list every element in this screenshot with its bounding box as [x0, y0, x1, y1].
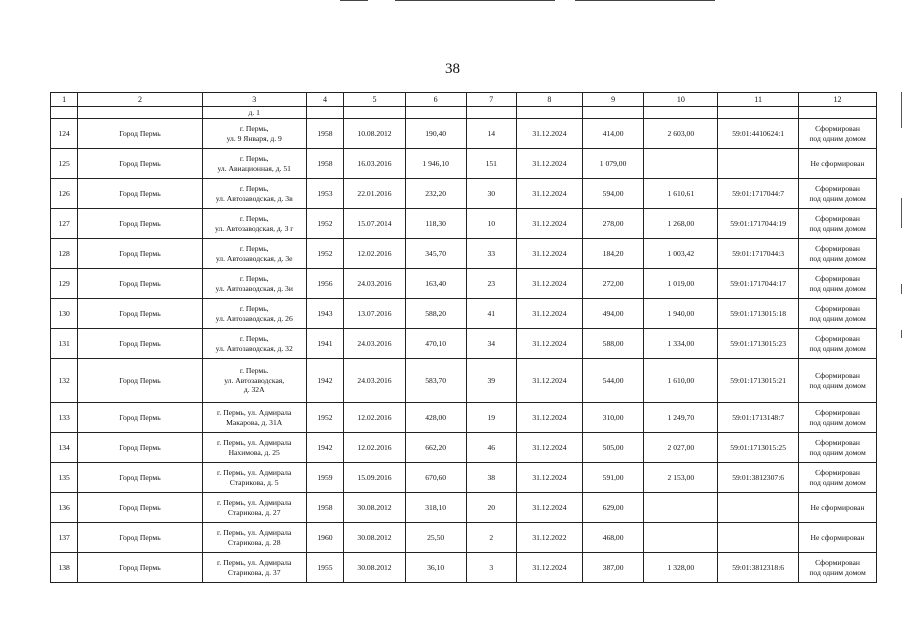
empty-cell	[644, 107, 718, 119]
status-line: Сформирован	[815, 244, 860, 253]
status-line: Не сформирован	[810, 158, 865, 168]
cadastral-number-cell: 59:01:1713148:7	[718, 403, 799, 433]
empty-cell	[582, 107, 644, 119]
municipality-cell: Город Пермь	[78, 269, 202, 299]
table-row	[51, 179, 877, 209]
area2-cell: 272,00	[582, 269, 644, 299]
deadline-cell: 31.12.2022	[517, 523, 583, 553]
municipality-cell: Город Пермь	[78, 239, 202, 269]
status-line: под одним домом	[809, 343, 866, 353]
empty-cell	[799, 107, 877, 119]
area2-cell: 468,00	[582, 523, 644, 553]
residents-cell: 10	[466, 209, 517, 239]
status-line: Сформирован	[815, 214, 860, 223]
address-line: ул. Авиационная, д. 51	[217, 163, 291, 173]
deadline-cell: 31.12.2024	[517, 359, 583, 403]
status-line: Сформирован	[815, 558, 860, 567]
table-row	[51, 523, 877, 553]
address-cell	[202, 329, 306, 359]
land-status-cell	[799, 179, 877, 209]
deadline-cell: 31.12.2024	[517, 329, 583, 359]
scan-edge-line	[575, 0, 715, 1]
row-number: 129	[51, 269, 78, 299]
column-number: 10	[644, 93, 718, 107]
empty-cell	[306, 107, 343, 119]
deadline-cell: 31.12.2024	[517, 149, 583, 179]
status-line: под одним домом	[809, 253, 866, 263]
address-cell	[202, 179, 306, 209]
municipality-cell: Город Пермь	[78, 523, 202, 553]
table-row	[51, 403, 877, 433]
row-number: 131	[51, 329, 78, 359]
area2-cell: 414,00	[582, 119, 644, 149]
area-cell: 662,20	[405, 433, 466, 463]
area2-cell: 310,00	[582, 403, 644, 433]
deadline-cell: 31.12.2024	[517, 433, 583, 463]
address-line: г. Пермь, ул. Адмирала	[217, 408, 292, 417]
column-number: 6	[405, 93, 466, 107]
year-cell: 1955	[306, 553, 343, 583]
deadline-cell: 31.12.2024	[517, 119, 583, 149]
status-line: под одним домом	[809, 567, 866, 577]
land-area-cell: 2 603,00	[644, 119, 718, 149]
land-status-cell	[799, 329, 877, 359]
land-status-cell	[799, 209, 877, 239]
status-line: под одним домом	[809, 313, 866, 323]
row-number: 132	[51, 359, 78, 403]
address-line: ул. Автозаводская, д. 3е	[215, 253, 293, 263]
date-cell: 13.07.2016	[344, 299, 406, 329]
scan-edge-line	[340, 0, 368, 1]
area-cell: 470,10	[405, 329, 466, 359]
register-table	[50, 92, 877, 583]
cadastral-number-cell: 59:01:1713015:25	[718, 433, 799, 463]
address-line: г. Пермь, ул. Адмирала	[217, 438, 292, 447]
area-cell: 428,00	[405, 403, 466, 433]
address-cell	[202, 403, 306, 433]
municipality-cell: Город Пермь	[78, 359, 202, 403]
area2-cell: 591,00	[582, 463, 644, 493]
column-number: 3	[202, 93, 306, 107]
table-row	[51, 433, 877, 463]
land-area-cell: 1 268,00	[644, 209, 718, 239]
address-line: д. 1	[248, 107, 260, 117]
status-line: под одним домом	[809, 133, 866, 143]
deadline-cell: 31.12.2024	[517, 239, 583, 269]
column-number: 8	[517, 93, 583, 107]
address-line: г. Пермь,	[239, 184, 269, 193]
land-area-cell: 1 610,00	[644, 359, 718, 403]
status-line: под одним домом	[809, 283, 866, 293]
cadastral-number-cell: 59:01:1717044:7	[718, 179, 799, 209]
table-row	[51, 119, 877, 149]
residents-cell: 38	[466, 463, 517, 493]
empty-cell	[517, 107, 583, 119]
empty-cell	[405, 107, 466, 119]
address-cell	[202, 433, 306, 463]
table-row	[51, 209, 877, 239]
address-cell	[202, 523, 306, 553]
municipality-cell: Город Пермь	[78, 463, 202, 493]
deadline-cell: 31.12.2024	[517, 179, 583, 209]
scan-edge-mark	[901, 284, 902, 294]
date-cell: 12.02.2016	[344, 403, 406, 433]
address-line: г. Пермь,	[239, 214, 269, 223]
year-cell: 1941	[306, 329, 343, 359]
area2-cell: 594,00	[582, 179, 644, 209]
address-line: ул. Автозаводская, д. 3 г	[215, 223, 294, 233]
land-status-cell	[799, 359, 877, 403]
empty-cell	[718, 107, 799, 119]
address-line: ул. 9 Января, д. 9	[226, 133, 282, 143]
land-area-cell: 1 019,00	[644, 269, 718, 299]
status-line: под одним домом	[809, 380, 866, 390]
row-number: 127	[51, 209, 78, 239]
land-area-cell	[644, 149, 718, 179]
municipality-cell: Город Пермь	[78, 329, 202, 359]
address-line: г. Пермь,	[239, 154, 269, 163]
land-area-cell: 2 153,00	[644, 463, 718, 493]
row-number: 126	[51, 179, 78, 209]
deadline-cell: 31.12.2024	[517, 463, 583, 493]
status-line: под одним домом	[809, 417, 866, 427]
address-line: ул. Автозаводская, д. 26	[215, 313, 293, 323]
residents-cell: 2	[466, 523, 517, 553]
table-row	[51, 149, 877, 179]
address-line: г. Пермь,	[239, 244, 269, 253]
status-line: Сформирован	[815, 184, 860, 193]
municipality-cell: Город Пермь	[78, 493, 202, 523]
area2-cell: 588,00	[582, 329, 644, 359]
address-line: ул. Автозаводская, д. 3в	[215, 193, 293, 203]
address-cell	[202, 239, 306, 269]
address-line: г. Пермь,	[239, 334, 269, 343]
date-cell: 16.03.2016	[344, 149, 406, 179]
column-number: 2	[78, 93, 202, 107]
address-cell	[202, 209, 306, 239]
date-cell: 10.08.2012	[344, 119, 406, 149]
cadastral-number-cell: 59:01:1717044:17	[718, 269, 799, 299]
area2-cell: 629,00	[582, 493, 644, 523]
scan-edge-mark	[901, 92, 902, 128]
status-line: под одним домом	[809, 477, 866, 487]
land-status-cell	[799, 523, 877, 553]
table-row	[51, 239, 877, 269]
residents-cell: 151	[466, 149, 517, 179]
cadastral-number-cell: 59:01:1713015:18	[718, 299, 799, 329]
address-cell	[202, 463, 306, 493]
year-cell: 1953	[306, 179, 343, 209]
area2-cell: 544,00	[582, 359, 644, 403]
area-cell: 588,20	[405, 299, 466, 329]
address-line: г. Пермь, ул. Адмирала	[217, 468, 292, 477]
status-line: Сформирован	[815, 304, 860, 313]
land-area-cell: 1 940,00	[644, 299, 718, 329]
municipality-cell: Город Пермь	[78, 209, 202, 239]
year-cell: 1952	[306, 403, 343, 433]
year-cell: 1943	[306, 299, 343, 329]
table-row	[51, 553, 877, 583]
address-line: Старикова, д. 37	[227, 567, 281, 577]
cadastral-number-cell: 59:01:1713015:23	[718, 329, 799, 359]
row-number: 125	[51, 149, 78, 179]
year-cell: 1960	[306, 523, 343, 553]
area2-cell: 184,20	[582, 239, 644, 269]
municipality-cell: Город Пермь	[78, 403, 202, 433]
land-area-cell: 2 027,00	[644, 433, 718, 463]
deadline-cell: 31.12.2024	[517, 269, 583, 299]
address-line: г. Пермь,	[239, 304, 269, 313]
status-line: Не сформирован	[810, 532, 865, 542]
status-line: Сформирован	[815, 334, 860, 343]
year-cell: 1958	[306, 493, 343, 523]
residents-cell: 19	[466, 403, 517, 433]
cadastral-number-cell: 59:01:1713015:21	[718, 359, 799, 403]
table-row	[51, 329, 877, 359]
land-status-cell	[799, 299, 877, 329]
date-cell: 24.03.2016	[344, 329, 406, 359]
area-cell: 670,60	[405, 463, 466, 493]
address-line: ул. Автозаводская, д. 32	[215, 343, 293, 353]
residents-cell: 41	[466, 299, 517, 329]
date-cell: 30.08.2012	[344, 493, 406, 523]
continued-address	[202, 107, 306, 119]
cadastral-number-cell: 59:01:4410624:1	[718, 119, 799, 149]
row-number: 138	[51, 553, 78, 583]
address-cell	[202, 553, 306, 583]
continuation-row	[51, 107, 877, 119]
date-cell: 24.03.2016	[344, 359, 406, 403]
cadastral-number-cell: 59:01:3812318:6	[718, 553, 799, 583]
status-line: Сформирован	[815, 371, 860, 380]
land-area-cell: 1 610,61	[644, 179, 718, 209]
residents-cell: 23	[466, 269, 517, 299]
year-cell: 1952	[306, 209, 343, 239]
deadline-cell: 31.12.2024	[517, 493, 583, 523]
residents-cell: 20	[466, 493, 517, 523]
row-number: 134	[51, 433, 78, 463]
scan-edge-mark	[901, 198, 902, 228]
address-line: Старикова, д. 28	[227, 537, 281, 547]
area-cell: 583,70	[405, 359, 466, 403]
deadline-cell: 31.12.2024	[517, 299, 583, 329]
column-number-row	[51, 93, 877, 107]
column-number: 12	[799, 93, 877, 107]
page-number: 38	[445, 61, 460, 77]
land-status-cell	[799, 493, 877, 523]
column-number: 1	[51, 93, 78, 107]
date-cell: 12.02.2016	[344, 239, 406, 269]
status-line: Сформирован	[815, 408, 860, 417]
address-cell	[202, 149, 306, 179]
area-cell: 25,50	[405, 523, 466, 553]
table-row	[51, 269, 877, 299]
column-number: 5	[344, 93, 406, 107]
address-cell	[202, 359, 306, 403]
area-cell: 1 946,10	[405, 149, 466, 179]
area-cell: 118,30	[405, 209, 466, 239]
residents-cell: 14	[466, 119, 517, 149]
address-line: д. 32А	[243, 385, 265, 395]
municipality-cell: Город Пермь	[78, 179, 202, 209]
empty-cell	[466, 107, 517, 119]
land-status-cell	[799, 269, 877, 299]
deadline-cell: 31.12.2024	[517, 553, 583, 583]
area2-cell: 278,00	[582, 209, 644, 239]
row-number: 124	[51, 119, 78, 149]
area-cell: 163,40	[405, 269, 466, 299]
column-number: 11	[718, 93, 799, 107]
area-cell: 190,40	[405, 119, 466, 149]
date-cell: 22.01.2016	[344, 179, 406, 209]
year-cell: 1942	[306, 433, 343, 463]
status-line: под одним домом	[809, 193, 866, 203]
cadastral-number-cell	[718, 493, 799, 523]
scan-edge-mark	[901, 330, 902, 338]
residents-cell: 34	[466, 329, 517, 359]
address-cell	[202, 269, 306, 299]
year-cell: 1952	[306, 239, 343, 269]
residents-cell: 3	[466, 553, 517, 583]
register-table-body	[51, 93, 877, 583]
year-cell: 1958	[306, 149, 343, 179]
address-line: ул. Автозаводская,	[224, 375, 285, 385]
status-line: Сформирован	[815, 438, 860, 447]
municipality-cell: Город Пермь	[78, 119, 202, 149]
address-line: Макарова, д. 31А	[226, 417, 283, 427]
area-cell: 318,10	[405, 493, 466, 523]
year-cell: 1956	[306, 269, 343, 299]
municipality-cell: Город Пермь	[78, 149, 202, 179]
land-area-cell: 1 334,00	[644, 329, 718, 359]
date-cell: 15.09.2016	[344, 463, 406, 493]
status-line: Сформирован	[815, 274, 860, 283]
year-cell: 1942	[306, 359, 343, 403]
area2-cell: 387,00	[582, 553, 644, 583]
table-row	[51, 493, 877, 523]
cadastral-number-cell: 59:01:1717044:19	[718, 209, 799, 239]
land-area-cell: 1 249,70	[644, 403, 718, 433]
land-status-cell	[799, 463, 877, 493]
address-line: г. Пермь,	[239, 124, 269, 133]
land-status-cell	[799, 433, 877, 463]
area-cell: 36,10	[405, 553, 466, 583]
date-cell: 15.07.2014	[344, 209, 406, 239]
land-area-cell	[644, 493, 718, 523]
land-status-cell	[799, 553, 877, 583]
status-line: под одним домом	[809, 447, 866, 457]
area-cell: 232,20	[405, 179, 466, 209]
cadastral-number-cell: 59:01:1717044:3	[718, 239, 799, 269]
area-cell: 345,70	[405, 239, 466, 269]
address-line: г. Пермь, ул. Адмирала	[217, 528, 292, 537]
row-number: 128	[51, 239, 78, 269]
row-number: 136	[51, 493, 78, 523]
land-status-cell	[799, 119, 877, 149]
land-status-cell	[799, 239, 877, 269]
address-line: г. Пермь.	[239, 366, 269, 376]
address-line: Старикова, д. 27	[227, 507, 281, 517]
table-row	[51, 463, 877, 493]
residents-cell: 33	[466, 239, 517, 269]
address-line: г. Пермь, ул. Адмирала	[217, 498, 292, 507]
date-cell: 24.03.2016	[344, 269, 406, 299]
deadline-cell: 31.12.2024	[517, 403, 583, 433]
column-number: 4	[306, 93, 343, 107]
address-line: ул. Автозаводская, д. 3и	[215, 283, 293, 293]
address-cell	[202, 299, 306, 329]
municipality-cell: Город Пермь	[78, 553, 202, 583]
column-number: 7	[466, 93, 517, 107]
year-cell: 1959	[306, 463, 343, 493]
date-cell: 12.02.2016	[344, 433, 406, 463]
land-area-cell	[644, 523, 718, 553]
land-status-cell	[799, 149, 877, 179]
address-line: Нахимова, д. 25	[228, 447, 280, 457]
status-line: под одним домом	[809, 223, 866, 233]
area2-cell: 1 079,00	[582, 149, 644, 179]
municipality-cell: Город Пермь	[78, 299, 202, 329]
address-cell	[202, 493, 306, 523]
address-cell	[202, 119, 306, 149]
land-area-cell: 1 003,42	[644, 239, 718, 269]
address-line: г. Пермь,	[239, 274, 269, 283]
year-cell: 1958	[306, 119, 343, 149]
date-cell: 30.08.2012	[344, 523, 406, 553]
land-area-cell: 1 328,00	[644, 553, 718, 583]
row-number: 133	[51, 403, 78, 433]
table-row	[51, 299, 877, 329]
cadastral-number-cell	[718, 523, 799, 553]
cadastral-number-cell: 59:01:3812307:6	[718, 463, 799, 493]
scan-edge-line	[395, 0, 555, 1]
status-line: Сформирован	[815, 468, 860, 477]
land-status-cell	[799, 403, 877, 433]
address-line: Старикова, д. 5	[229, 477, 279, 487]
status-line: Не сформирован	[810, 502, 865, 512]
residents-cell: 30	[466, 179, 517, 209]
deadline-cell: 31.12.2024	[517, 209, 583, 239]
column-number: 9	[582, 93, 644, 107]
area2-cell: 494,00	[582, 299, 644, 329]
residents-cell: 39	[466, 359, 517, 403]
date-cell: 30.08.2012	[344, 553, 406, 583]
empty-cell	[344, 107, 406, 119]
empty-cell	[78, 107, 202, 119]
row-number: 130	[51, 299, 78, 329]
empty-cell	[51, 107, 78, 119]
area2-cell: 505,00	[582, 433, 644, 463]
residents-cell: 46	[466, 433, 517, 463]
cadastral-number-cell	[718, 149, 799, 179]
row-number: 137	[51, 523, 78, 553]
address-line: г. Пермь, ул. Адмирала	[217, 558, 292, 567]
status-line: Сформирован	[815, 124, 860, 133]
table-row	[51, 359, 877, 403]
row-number: 135	[51, 463, 78, 493]
municipality-cell: Город Пермь	[78, 433, 202, 463]
